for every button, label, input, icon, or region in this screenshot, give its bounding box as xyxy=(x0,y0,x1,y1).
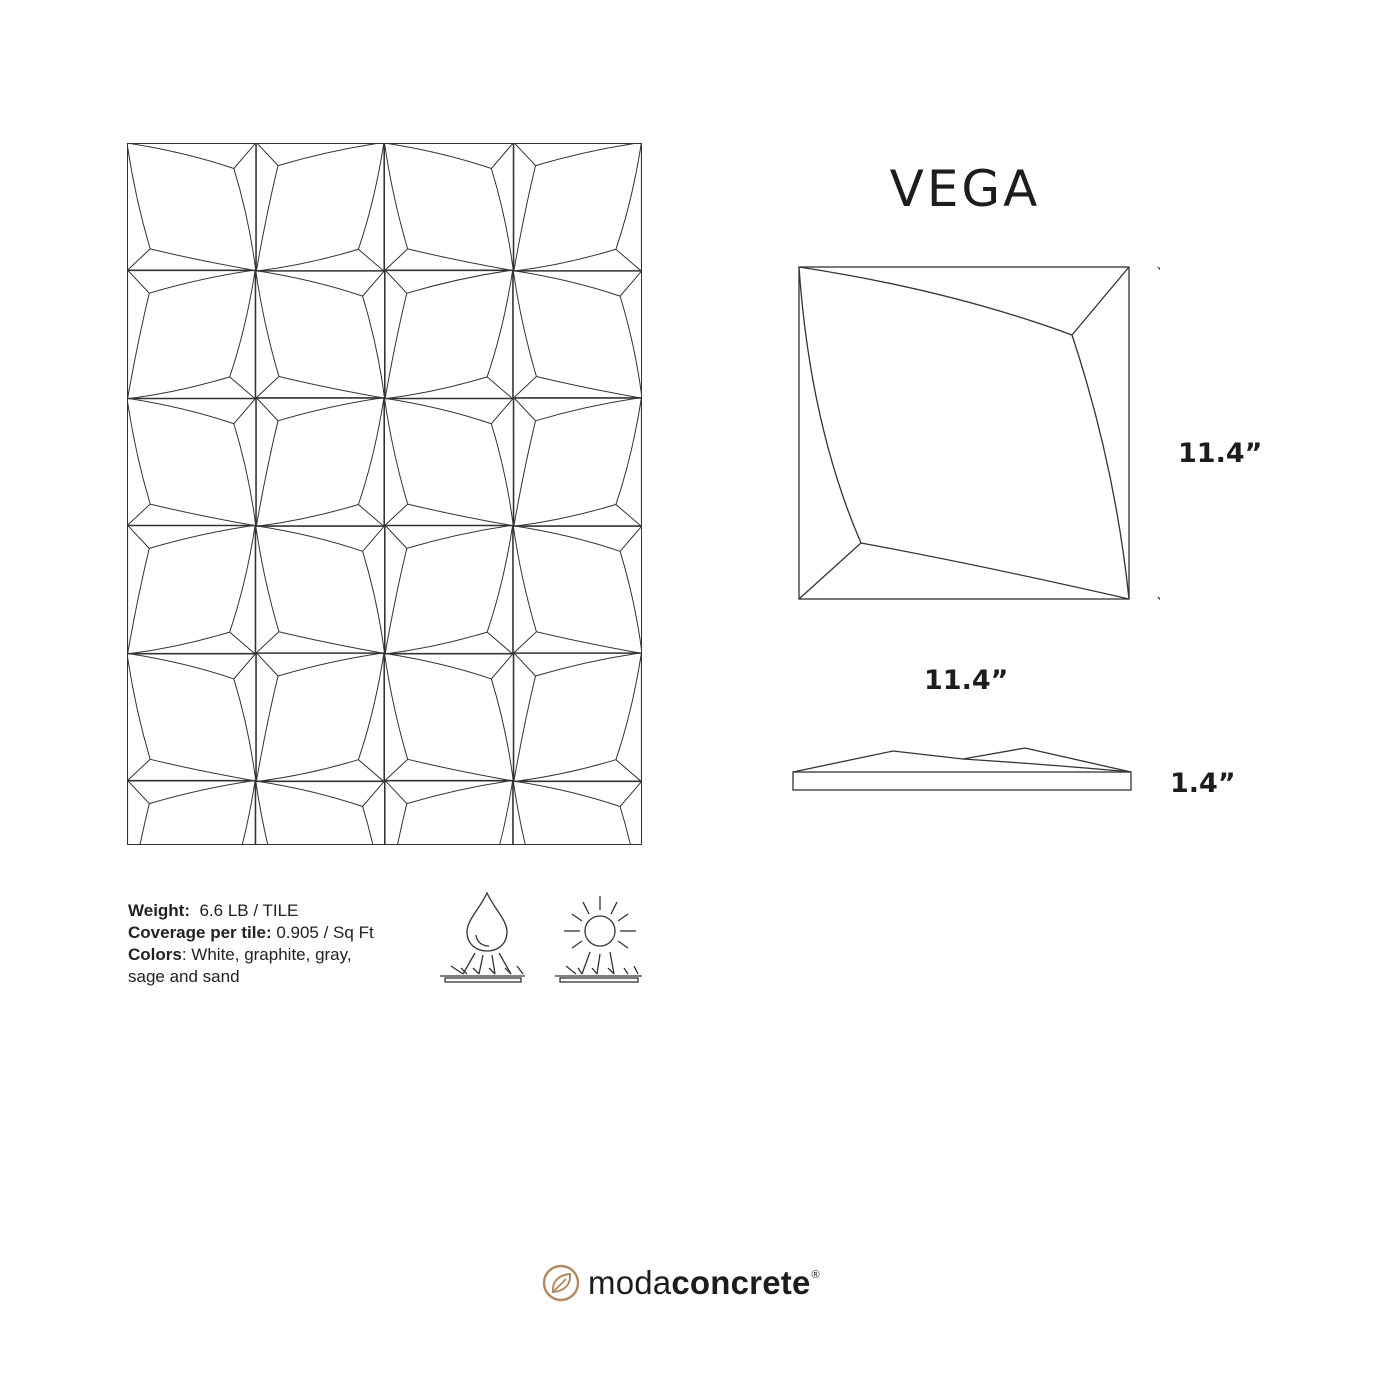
brand-name: modaconcrete® xyxy=(588,1264,820,1301)
tile-outline xyxy=(799,267,1129,599)
weight-row: Weight: 6.6 LB / TILE xyxy=(128,901,299,920)
pattern-tile xyxy=(513,526,642,654)
pattern-tile xyxy=(128,525,256,654)
tile-pattern-grid xyxy=(127,143,642,845)
colors-row-cont: sage and sand xyxy=(128,967,240,986)
pattern-tile xyxy=(127,143,256,271)
height-dimension-label: 11.4” xyxy=(1178,438,1263,469)
pattern-tile xyxy=(128,780,256,845)
pattern-tile xyxy=(385,270,513,399)
pattern-tile xyxy=(385,653,514,781)
colors-row: Colors: White, graphite, gray, xyxy=(128,945,352,964)
tile-side-profile xyxy=(785,745,1145,805)
pattern-tile xyxy=(128,270,256,399)
pattern-tile xyxy=(256,526,385,654)
pattern-tile xyxy=(514,398,642,527)
pattern-tile xyxy=(385,143,514,271)
width-dimension-label: 11.4” xyxy=(924,665,1009,696)
pattern-tile xyxy=(256,653,384,782)
product-title: VEGA xyxy=(889,160,1041,218)
tile-facet-left xyxy=(799,267,861,599)
pattern-tile xyxy=(127,653,256,781)
pattern-tile xyxy=(256,398,384,527)
depth-dimension-label: 1.4” xyxy=(1170,768,1236,799)
coverage-row: Coverage per tile: 0.905 / Sq Ft xyxy=(128,923,374,942)
tile-facet-right xyxy=(1072,267,1129,599)
pattern-tile xyxy=(256,271,385,399)
pattern-tile xyxy=(513,271,642,399)
pattern-tile xyxy=(385,780,513,845)
uv-resistant-icon xyxy=(552,888,644,988)
specifications xyxy=(128,900,374,988)
pattern-tile xyxy=(514,143,642,271)
pattern-tile xyxy=(256,781,385,845)
water-resistant-icon xyxy=(437,888,527,988)
brand-logo xyxy=(540,1258,820,1308)
leaf-logo-icon xyxy=(540,1262,582,1304)
pattern-tile xyxy=(385,525,513,654)
pattern-tile xyxy=(256,143,384,271)
pattern-tile xyxy=(513,781,642,845)
tile-front-view xyxy=(780,255,1160,625)
tile-facet-bottom xyxy=(861,543,1129,599)
pattern-tile xyxy=(385,398,514,526)
tile-facet-top xyxy=(799,267,1072,335)
pattern-tile xyxy=(127,398,256,526)
pattern-tile xyxy=(514,653,642,782)
